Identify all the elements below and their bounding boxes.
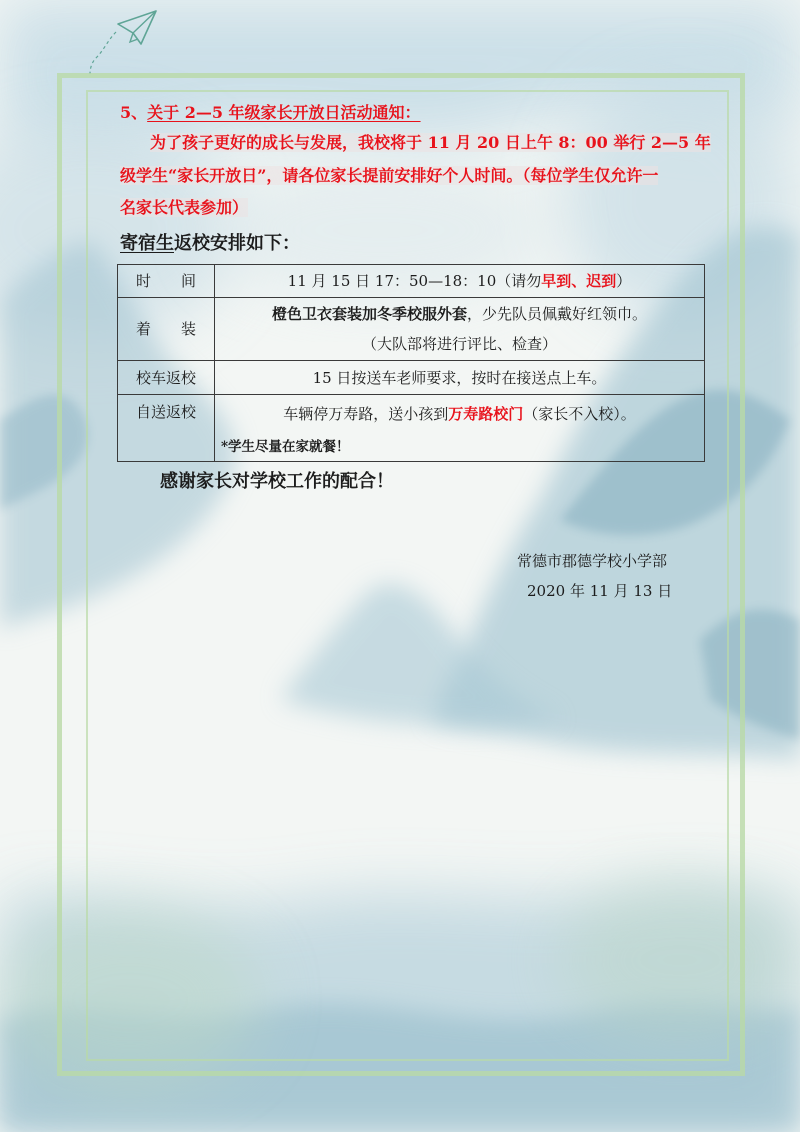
row-label-dress: 着 装: [118, 298, 215, 361]
row-value-dress: [215, 298, 705, 361]
self-return-text: 车辆停万寿路，送小孩到: [283, 405, 449, 423]
dress-uniform: 橙色卫衣套装加冬季校服外套: [271, 305, 467, 323]
time-text-end: ）: [616, 272, 632, 290]
row-value-self-return: [215, 395, 705, 462]
meal-note: *学生尽量在家就餐！: [221, 439, 350, 455]
self-return-line: [215, 395, 704, 424]
boarding-heading: [120, 233, 300, 255]
signature-date: 2020 年 11 月 13 日: [527, 582, 673, 600]
row-label-self-return: 自送返校: [118, 395, 215, 462]
row-value-time: [215, 265, 705, 298]
row-label-bus: 校车返校: [118, 361, 215, 395]
notice-number: 5、: [120, 103, 148, 122]
dress-note: （大队部将进行评比、检查）: [361, 335, 557, 353]
time-warning: 早到、迟到: [541, 272, 617, 290]
paragraph-text: 名家长代表参加）: [120, 198, 249, 217]
plane-trail: [90, 32, 116, 74]
paragraph-text: 为了孩子更好的成长与发展，我校将于 11 月 20 日上午 8：00 举行 2—5 年: [150, 133, 711, 152]
row-label-time: 时 间: [118, 265, 215, 298]
boarding-heading-underlined: 寄宿生: [120, 233, 174, 254]
notice-paragraph-line-3: [120, 198, 248, 218]
signature-org: 常德市郡德学校小学部: [517, 552, 668, 570]
thanks-line: 感谢家长对学校工作的配合！: [160, 471, 394, 492]
table-row-bus: [118, 361, 705, 395]
table-row-self-return: [118, 395, 705, 462]
table-row-dress: [118, 298, 705, 361]
notice-title: [120, 103, 421, 123]
notice-title-text: 关于 2—5 年级家长开放日活动通知：: [147, 103, 421, 122]
school-gate: 万寿路校门: [448, 405, 524, 423]
boarding-heading-rest: 返校安排如下：: [174, 233, 300, 254]
notice-paragraph-line-2: [120, 166, 658, 186]
paper-plane-icon: [86, 6, 162, 78]
row-value-bus: 15 日按送车老师要求，按时在接送点上车。: [215, 361, 705, 395]
dress-scarf: ，少先队员佩戴好红领巾。: [467, 305, 648, 323]
time-text: 11 月 15 日 17：50—18：10（请勿: [287, 272, 542, 290]
boarding-schedule-table: [117, 264, 705, 462]
notice-paragraph-line-1: [150, 133, 711, 153]
table-row-time: [118, 265, 705, 298]
self-return-text-end: （家长不入校）。: [523, 405, 636, 423]
paragraph-text: 级学生“家长开放日”，请各位家长提前安排好个人时间。（每位学生仅允许一: [120, 166, 659, 185]
dress-line: [215, 304, 704, 324]
